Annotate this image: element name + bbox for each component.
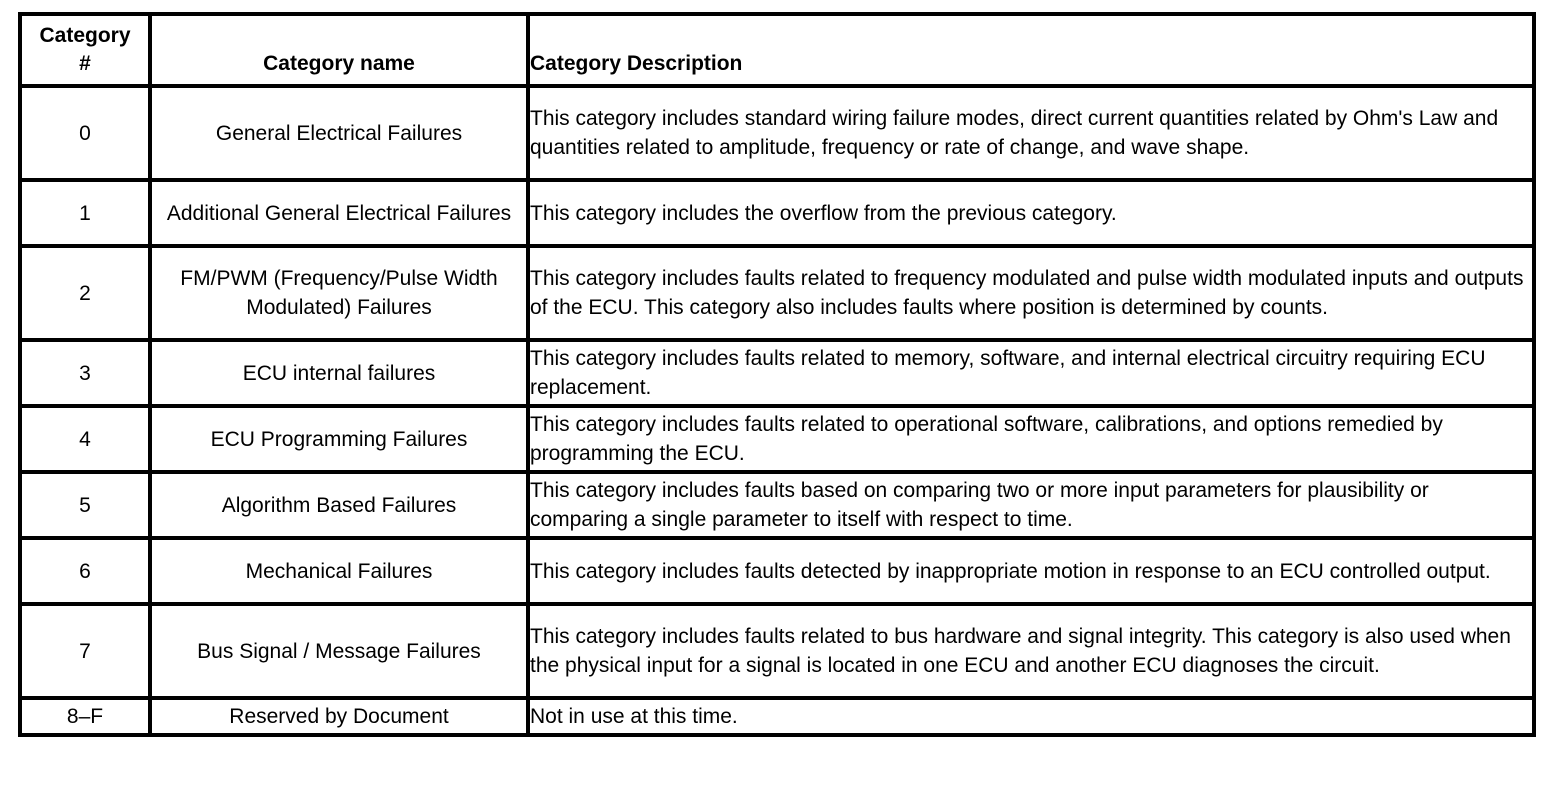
category-name: Reserved by Document: [150, 698, 528, 735]
category-number: 2: [20, 246, 150, 340]
category-description: This category includes faults detected by inappropriate motion in response to an ECU controlled output.: [528, 538, 1534, 604]
table-row: [20, 538, 1534, 604]
category-number: 8–F: [20, 698, 150, 735]
table-row: [20, 340, 1534, 406]
table-row: [20, 698, 1534, 735]
category-number: 6: [20, 538, 150, 604]
table-row: [20, 472, 1534, 538]
table-row: [20, 604, 1534, 698]
category-name: ECU internal failures: [150, 340, 528, 406]
category-description: This category includes standard wiring failure modes, direct current quantities related by Ohm's Law and quantities related to amplitude, frequency or rate of change, and wave shape.: [528, 86, 1534, 180]
category-name: General Electrical Failures: [150, 86, 528, 180]
table-row: [20, 406, 1534, 472]
category-description: This category includes faults based on comparing two or more input parameters for plausibility or comparing a single parameter to itself with respect to time.: [528, 472, 1534, 538]
table-header-row: [20, 14, 1534, 86]
table-row: [20, 86, 1534, 180]
category-number: 0: [20, 86, 150, 180]
category-name: Algorithm Based Failures: [150, 472, 528, 538]
header-category-name: Category name: [150, 14, 528, 86]
category-number: 1: [20, 180, 150, 246]
category-number: 3: [20, 340, 150, 406]
category-description: This category includes the overflow from the previous category.: [528, 180, 1534, 246]
category-table: [18, 12, 1536, 737]
category-name: Mechanical Failures: [150, 538, 528, 604]
category-name: ECU Programming Failures: [150, 406, 528, 472]
category-number: 7: [20, 604, 150, 698]
category-description: This category includes faults related to operational software, calibrations, and options remedied by programming the ECU.: [528, 406, 1534, 472]
header-category-number: Category #: [20, 14, 150, 86]
category-description: This category includes faults related to bus hardware and signal integrity. This category is also used when the physical input for a signal is located in one ECU and another ECU diagnoses the circuit.: [528, 604, 1534, 698]
table-row: [20, 180, 1534, 246]
category-number: 5: [20, 472, 150, 538]
category-description: Not in use at this time.: [528, 698, 1534, 735]
table-row: [20, 246, 1534, 340]
category-name: Bus Signal / Message Failures: [150, 604, 528, 698]
category-name: FM/PWM (Frequency/Pulse Width Modulated) Failures: [150, 246, 528, 340]
category-description: This category includes faults related to memory, software, and internal electrical circuitry requiring ECU replacement.: [528, 340, 1534, 406]
category-description: This category includes faults related to frequency modulated and pulse width modulated inputs and outputs of the ECU. This category also includes faults where position is determined by counts.: [528, 246, 1534, 340]
category-name: Additional General Electrical Failures: [150, 180, 528, 246]
category-number: 4: [20, 406, 150, 472]
header-category-description: Category Description: [528, 14, 1534, 86]
